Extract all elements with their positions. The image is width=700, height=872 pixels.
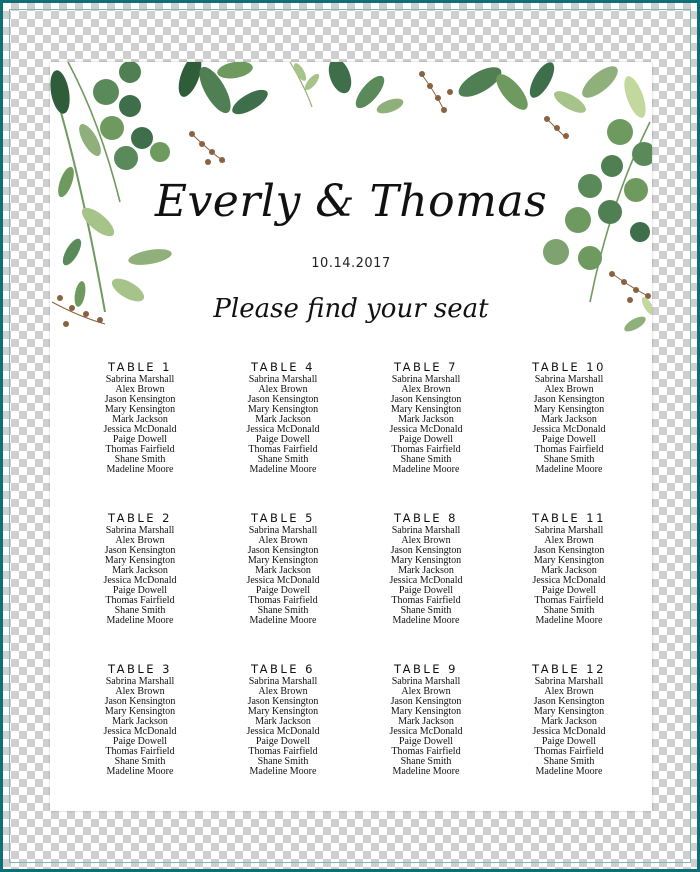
guest-name: Mary Kensington	[390, 706, 462, 717]
guest-name: Mark Jackson	[541, 565, 597, 576]
guest-name: Mark Jackson	[255, 414, 311, 425]
guest-name: Jason Kensington	[390, 394, 462, 405]
guest-name: Mark Jackson	[255, 716, 311, 727]
guest-name: Mark Jackson	[398, 716, 454, 727]
guest-name: Madeline Moore	[535, 766, 603, 777]
guest-name: Mary Kensington	[247, 404, 319, 415]
guest-name: Sabrina Marshall	[534, 374, 604, 385]
guest-name: Jessica McDonald	[103, 575, 177, 586]
guest-name: Thomas Fairfield	[248, 444, 318, 455]
guest-name: Mark Jackson	[112, 565, 168, 576]
guest-name: Thomas Fairfield	[391, 595, 461, 606]
guest-name: Alex Brown	[115, 384, 165, 395]
guest-name: Jason Kensington	[533, 394, 605, 405]
guest-name: Shane Smith	[257, 605, 309, 616]
guest-name: Sabrina Marshall	[105, 676, 175, 687]
guest-name: Alex Brown	[401, 535, 451, 546]
guest-name: Thomas Fairfield	[534, 595, 604, 606]
guest-name: Jessica McDonald	[532, 726, 606, 737]
guest-name: Paige Dowell	[255, 736, 311, 747]
guest-name: Paige Dowell	[255, 434, 311, 445]
guest-name: Madeline Moore	[106, 766, 174, 777]
guest-name: Thomas Fairfield	[105, 595, 175, 606]
guest-name: Thomas Fairfield	[534, 444, 604, 455]
guest-name: Alex Brown	[544, 535, 594, 546]
guest-name: Thomas Fairfield	[391, 444, 461, 455]
guest-name: Mark Jackson	[541, 716, 597, 727]
guest-name: Mary Kensington	[104, 555, 176, 566]
event-date: 10.14.2017	[311, 256, 391, 271]
guest-name: Shane Smith	[400, 454, 452, 465]
guest-name: Sabrina Marshall	[248, 676, 318, 687]
table-title: TABLE 5	[250, 511, 316, 525]
table-block	[223, 511, 343, 626]
guest-name: Jason Kensington	[533, 545, 605, 556]
guest-name: Mary Kensington	[390, 404, 462, 415]
guest-name: Thomas Fairfield	[105, 746, 175, 757]
table-block	[366, 511, 486, 626]
guest-name: Madeline Moore	[106, 615, 174, 626]
guest-name: Jason Kensington	[247, 545, 319, 556]
guest-name: Jessica McDonald	[389, 424, 463, 435]
table-block	[223, 360, 343, 475]
guest-name: Paige Dowell	[112, 736, 168, 747]
guest-name: Paige Dowell	[541, 434, 597, 445]
guest-name: Jessica McDonald	[532, 575, 606, 586]
guest-name: Jessica McDonald	[246, 424, 320, 435]
guest-name: Sabrina Marshall	[391, 374, 461, 385]
table-title: TABLE 3	[107, 662, 173, 676]
table-title: TABLE 8	[393, 511, 459, 525]
guest-name: Mark Jackson	[398, 414, 454, 425]
guest-name: Alex Brown	[258, 384, 308, 395]
guest-name: Shane Smith	[257, 454, 309, 465]
guest-name: Jason Kensington	[247, 696, 319, 707]
guest-name: Madeline Moore	[535, 615, 603, 626]
guest-name: Alex Brown	[115, 535, 165, 546]
guest-name: Jason Kensington	[533, 696, 605, 707]
guest-name: Alex Brown	[544, 384, 594, 395]
table-title: TABLE 7	[393, 360, 459, 374]
guest-name: Sabrina Marshall	[391, 525, 461, 536]
guest-name: Jessica McDonald	[103, 424, 177, 435]
guest-name: Sabrina Marshall	[391, 676, 461, 687]
guest-name: Thomas Fairfield	[248, 746, 318, 757]
guest-name: Jason Kensington	[104, 545, 176, 556]
guest-name: Jason Kensington	[104, 394, 176, 405]
guest-name: Alex Brown	[544, 686, 594, 697]
guest-name: Mary Kensington	[533, 404, 605, 415]
guest-name: Jessica McDonald	[103, 726, 177, 737]
guest-name: Madeline Moore	[106, 464, 174, 475]
guest-name: Shane Smith	[543, 605, 595, 616]
guest-name: Mark Jackson	[255, 565, 311, 576]
seating-chart-poster	[50, 62, 652, 811]
guest-name: Mark Jackson	[112, 414, 168, 425]
guest-name: Mary Kensington	[104, 706, 176, 717]
guest-name: Thomas Fairfield	[248, 595, 318, 606]
table-block	[366, 662, 486, 777]
guest-name: Mary Kensington	[533, 555, 605, 566]
guest-name: Paige Dowell	[541, 736, 597, 747]
guest-name: Shane Smith	[543, 756, 595, 767]
table-block	[80, 511, 200, 626]
guest-name: Mark Jackson	[541, 414, 597, 425]
guest-name: Alex Brown	[258, 686, 308, 697]
guest-name: Jessica McDonald	[389, 575, 463, 586]
guest-name: Shane Smith	[114, 756, 166, 767]
guest-name: Thomas Fairfield	[391, 746, 461, 757]
guest-name: Madeline Moore	[535, 464, 603, 475]
guest-name: Shane Smith	[400, 756, 452, 767]
guest-name: Mark Jackson	[112, 716, 168, 727]
guest-name: Madeline Moore	[249, 766, 317, 777]
guest-name: Mary Kensington	[247, 555, 319, 566]
guest-name: Mary Kensington	[104, 404, 176, 415]
table-title: TABLE 11	[532, 511, 606, 525]
guest-name: Jessica McDonald	[246, 726, 320, 737]
table-block	[80, 360, 200, 475]
table-title: TABLE 12	[532, 662, 606, 676]
table-block	[80, 662, 200, 777]
guest-name: Mary Kensington	[390, 555, 462, 566]
guest-name: Alex Brown	[401, 384, 451, 395]
table-title: TABLE 10	[532, 360, 606, 374]
table-title: TABLE 6	[250, 662, 316, 676]
guest-name: Jason Kensington	[390, 696, 462, 707]
guest-name: Thomas Fairfield	[534, 746, 604, 757]
guest-name: Sabrina Marshall	[248, 374, 318, 385]
guest-name: Paige Dowell	[255, 585, 311, 596]
guest-name: Thomas Fairfield	[105, 444, 175, 455]
guest-name: Madeline Moore	[249, 615, 317, 626]
table-title: TABLE 9	[393, 662, 459, 676]
table-title: TABLE 1	[107, 360, 173, 374]
guest-name: Jason Kensington	[247, 394, 319, 405]
guest-name: Jason Kensington	[104, 696, 176, 707]
table-grid	[80, 360, 652, 800]
guest-name: Madeline Moore	[392, 766, 460, 777]
table-block	[509, 360, 629, 475]
guest-name: Paige Dowell	[541, 585, 597, 596]
guest-name: Madeline Moore	[392, 464, 460, 475]
guest-name: Alex Brown	[258, 535, 308, 546]
guest-name: Shane Smith	[543, 454, 595, 465]
guest-name: Jessica McDonald	[532, 424, 606, 435]
guest-name: Sabrina Marshall	[534, 676, 604, 687]
guest-name: Shane Smith	[400, 605, 452, 616]
table-block	[366, 360, 486, 475]
guest-name: Mark Jackson	[398, 565, 454, 576]
table-block	[509, 662, 629, 777]
guest-name: Mary Kensington	[247, 706, 319, 717]
table-block	[509, 511, 629, 626]
guest-name: Alex Brown	[115, 686, 165, 697]
guest-name: Paige Dowell	[398, 736, 454, 747]
guest-name: Sabrina Marshall	[534, 525, 604, 536]
guest-name: Jason Kensington	[390, 545, 462, 556]
guest-name: Alex Brown	[401, 686, 451, 697]
guest-name: Sabrina Marshall	[105, 374, 175, 385]
guest-name: Madeline Moore	[392, 615, 460, 626]
couple-names: Everly & Thomas	[154, 176, 548, 227]
table-block	[223, 662, 343, 777]
guest-name: Mary Kensington	[533, 706, 605, 717]
guest-name: Shane Smith	[257, 756, 309, 767]
seating-subtitle: Please find your seat	[213, 294, 489, 324]
guest-name: Madeline Moore	[249, 464, 317, 475]
guest-name: Paige Dowell	[112, 434, 168, 445]
guest-name: Shane Smith	[114, 605, 166, 616]
guest-name: Paige Dowell	[398, 434, 454, 445]
guest-name: Sabrina Marshall	[248, 525, 318, 536]
guest-name: Shane Smith	[114, 454, 166, 465]
guest-name: Jessica McDonald	[246, 575, 320, 586]
table-title: TABLE 2	[107, 511, 173, 525]
guest-name: Sabrina Marshall	[105, 525, 175, 536]
guest-name: Paige Dowell	[112, 585, 168, 596]
guest-name: Paige Dowell	[398, 585, 454, 596]
table-title: TABLE 4	[250, 360, 316, 374]
guest-name: Jessica McDonald	[389, 726, 463, 737]
